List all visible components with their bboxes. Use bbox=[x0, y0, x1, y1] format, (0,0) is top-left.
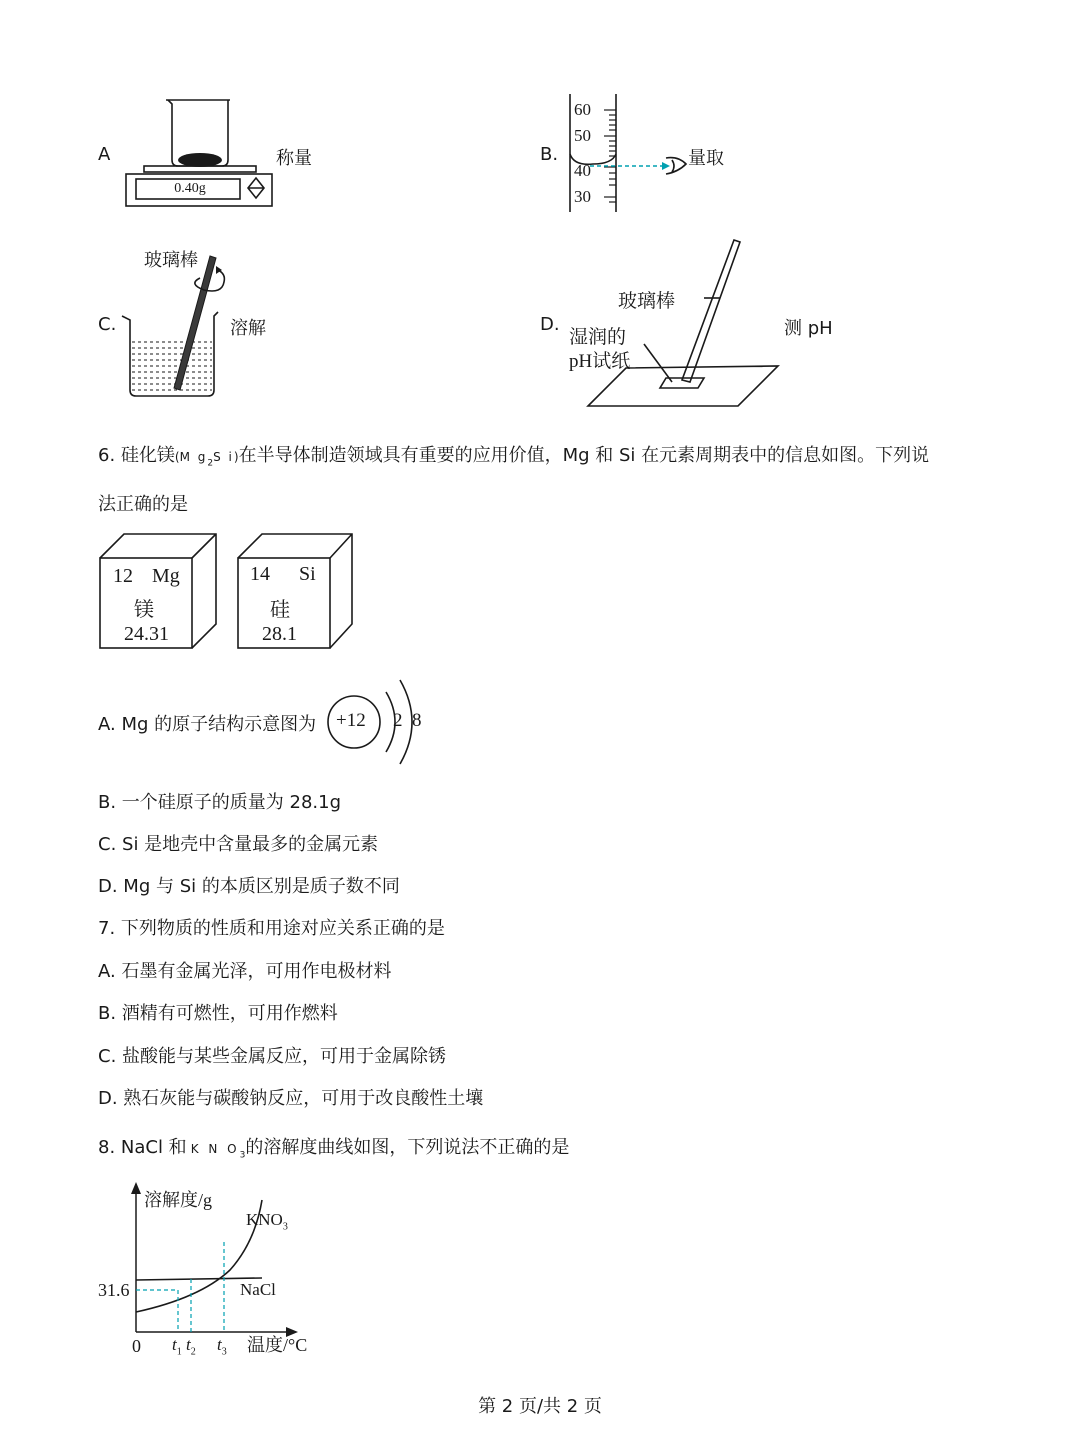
q8-rest: 的溶解度曲线如图，下列说法不正确的是 bbox=[245, 1137, 570, 1158]
x-tick-t3 bbox=[217, 1335, 227, 1357]
chart-origin-label: 0 bbox=[132, 1336, 141, 1356]
series-label-nacl: NaCl bbox=[240, 1280, 276, 1299]
option-a-label: 称量 bbox=[276, 148, 312, 169]
q6-prefix: 6. 硅化镁 bbox=[98, 445, 175, 466]
q6-formula-close: ) bbox=[233, 450, 239, 464]
x-tick-t1-main: t bbox=[172, 1335, 177, 1354]
cylinder-tick-50: 50 bbox=[574, 126, 591, 145]
q6-option-d: D. Mg 与 Si 的本质区别是质子数不同 bbox=[98, 876, 400, 897]
q6-option-b: B. 一个硅原子的质量为 28.1g bbox=[98, 792, 342, 813]
option-a-letter: A bbox=[98, 144, 111, 165]
ph-paper-label-line2: pH试纸 bbox=[569, 351, 631, 372]
q8-prefix: 8. NaCl 和 bbox=[98, 1137, 187, 1158]
q6-formula-open: ( bbox=[174, 450, 180, 464]
chart-xlabel: 温度/°C bbox=[247, 1335, 308, 1355]
option-c-label: 溶解 bbox=[230, 318, 266, 339]
balance-readout: 0.40g bbox=[174, 181, 206, 196]
x-tick-t2-sub: 2 bbox=[190, 1346, 196, 1358]
q7-option-b: B. 酒精有可燃性，可用作燃料 bbox=[98, 1003, 338, 1024]
x-tick-t1-sub: 1 bbox=[176, 1346, 182, 1358]
q7-option-c: C. 盐酸能与某些金属反应，可用于金属除锈 bbox=[98, 1046, 447, 1067]
q8-stem bbox=[98, 1133, 569, 1161]
option-d-label: 测 pH bbox=[784, 318, 833, 339]
cylinder-tick-60: 60 bbox=[574, 100, 591, 119]
mg-atomic-number: 12 bbox=[113, 565, 133, 587]
mg-atomic-mass: 24.31 bbox=[124, 623, 169, 645]
si-atomic-mass: 28.1 bbox=[262, 623, 297, 645]
chart-y-marked-label: 31.6 bbox=[98, 1280, 130, 1300]
page-footer: 第 2 页/共 2 页 bbox=[478, 1396, 602, 1417]
q8-formula: K N O bbox=[190, 1142, 240, 1156]
si-symbol: Si bbox=[299, 563, 316, 585]
series-label-kno3-sub: 3 bbox=[282, 1221, 288, 1233]
x-tick-t2 bbox=[186, 1335, 196, 1357]
si-name: 硅 bbox=[270, 599, 290, 621]
q6-stem-line1 bbox=[98, 441, 929, 469]
ph-paper-label-line1: 湿润的 bbox=[569, 327, 627, 348]
si-atomic-number: 14 bbox=[250, 563, 270, 585]
glass-rod-label-c: 玻璃棒 bbox=[144, 250, 198, 270]
y-axis-arrow bbox=[131, 1182, 141, 1194]
q7-option-a: A. 石墨有金属光泽，可用作电极材料 bbox=[98, 961, 392, 982]
chart-ylabel: 溶解度/g bbox=[144, 1190, 213, 1210]
q6-stem-line2: 法正确的是 bbox=[98, 494, 188, 515]
series-label-kno3 bbox=[246, 1210, 288, 1232]
x-tick-t3-main: t bbox=[217, 1335, 222, 1354]
x-tick-t2-main: t bbox=[186, 1335, 191, 1354]
option-c-letter: C. bbox=[98, 314, 117, 335]
q7-stem: 7. 下列物质的性质和用途对应关系正确的是 bbox=[98, 918, 445, 939]
q6-option-c: C. Si 是地壳中含量最多的金属元素 bbox=[98, 834, 379, 855]
q6-formula-sub: 2 bbox=[207, 458, 214, 469]
q7-option-d: D. 熟石灰能与碳酸钠反应，可用于改良酸性土壤 bbox=[98, 1088, 484, 1109]
q6-rest: 在半导体制造领域具有重要的应用价值，Mg 和 Si 在元素周期表中的信息如图。下列说 bbox=[238, 445, 930, 466]
atom-nucleus: +12 bbox=[336, 710, 366, 731]
beaker-stirring-diagram bbox=[118, 250, 228, 400]
option-d-letter: D. bbox=[540, 314, 560, 335]
option-b-label: 量取 bbox=[688, 148, 724, 169]
series-label-kno3-main: KNO bbox=[246, 1210, 283, 1229]
cylinder-tick-30: 30 bbox=[574, 187, 591, 206]
atom-shell-1: 2 bbox=[393, 710, 403, 731]
q6-formula-si: S i bbox=[213, 450, 234, 464]
q8-formula-sub: 3 bbox=[239, 1150, 246, 1161]
q6-option-a: A. Mg 的原子结构示意图为 bbox=[98, 714, 317, 735]
x-tick-t3-sub: 3 bbox=[221, 1346, 227, 1358]
cylinder-tick-40: 40 bbox=[574, 161, 591, 180]
q6-formula-mg: M g bbox=[179, 450, 208, 464]
atom-shell-2: 8 bbox=[412, 710, 422, 731]
x-tick-t1 bbox=[172, 1335, 182, 1357]
mg-symbol: Mg bbox=[152, 565, 180, 587]
mg-name: 镁 bbox=[134, 599, 154, 621]
option-b-letter: B. bbox=[540, 144, 559, 165]
glass-rod-label-d: 玻璃棒 bbox=[618, 291, 676, 312]
